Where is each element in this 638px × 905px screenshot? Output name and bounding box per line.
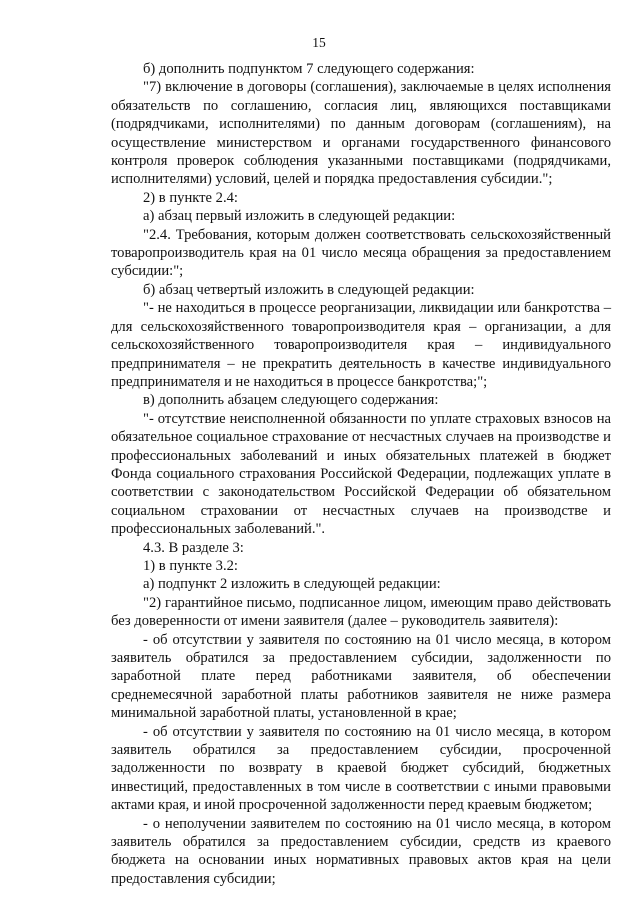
paragraph: - об отсутствии у заявителя по состоянию на 01 число месяца, в котором заявитель обратился за предоставлением субсидии, задолженности по заработной плате перед работниками заявителя, об обеспечении среднемесячной заработной платы работников заявителя не ниже размера минимальной заработной платы, установленной в крае; <box>111 631 611 722</box>
paragraph: - о неполучении заявителем по состоянию на 01 число месяца, в котором заявитель обратился за предоставлением субсидии, средств из краевого бюджета на основании иных нормативных правовых актов края на цели предоставления субсидии; <box>111 815 611 887</box>
paragraph: 2) в пункте 2.4: <box>143 189 238 206</box>
document-body <box>111 60 611 888</box>
paragraph: б) дополнить подпунктом 7 следующего содержания: <box>143 61 475 77</box>
paragraph: в) дополнить абзацем следующего содержания: <box>143 392 439 409</box>
paragraph: б) абзац четвертый изложить в следующей редакции: <box>143 281 475 298</box>
paragraph: "2) гарантийное письмо, подписанное лицом, имеющим право действовать без доверенности от имени заявителя (далее – руководитель заявителя): <box>111 594 611 630</box>
paragraph: а) подпункт 2 изложить в следующей редакции: <box>143 576 441 593</box>
paragraph: "2.4. Требования, которым должен соответствовать сельскохозяйственный товаропроизводитель края на 01 число месяца обращения за предоставлением субсидии:"; <box>111 226 611 280</box>
paragraph: "7) включение в договоры (соглашения), заключаемые в целях исполнения обязательств по соглашению, согласия лиц, являющихся поставщиками (подрядчиками, исполнителями) по данным договорам (соглашениям), на осуществление министерством и органами государственного финансового контроля проверок соблюдения указанными поставщиками (подрядчиками, исполнителями) условий, целей и порядка предоставления субсидии."; <box>111 79 611 188</box>
paragraph: "- не находиться в процессе реорганизации, ликвидации или банкротства – для сельскохозяйственного товаропроизводителя края – организации, а для сельскохозяйственного товаропроизводителя края – индивидуального предпринимателя – не прекратить деятельность в качестве индивидуального предпринимателя и не находиться в процессе банкротства;"; <box>111 300 611 390</box>
paragraph: 4.3. В разделе 3: <box>143 539 244 556</box>
page-number: 15 <box>312 35 326 50</box>
paragraph: а) абзац первый изложить в следующей редакции: <box>143 208 456 225</box>
paragraph: "- отсутствие неисполненной обязанности по уплате страховых взносов на обязательное социальное страхование от несчастных случаев на производстве и профессиональных заболеваний и иных обязательных платежей в бюджет Фонда социального страхования Российской Федерации, подлежащих уплате в соответствии с законодательством Российской Федерации об обязательном социальном страховании от несчастных случаев на производстве и профессиональных заболеваний.". <box>111 410 611 538</box>
paragraph: - об отсутствии у заявителя по состоянию на 01 число месяца, в котором заявитель обратился за предоставлением субсидии, просроченной задолженности по возврату в краевой бюджет субсидий, бюджетных инвестиций, предоставленных в том числе в соответствии с иными правовыми актами края, и иной просроченной задолженности перед краевым бюджетом; <box>111 723 611 814</box>
paragraph: 1) в пункте 3.2: <box>143 557 238 574</box>
